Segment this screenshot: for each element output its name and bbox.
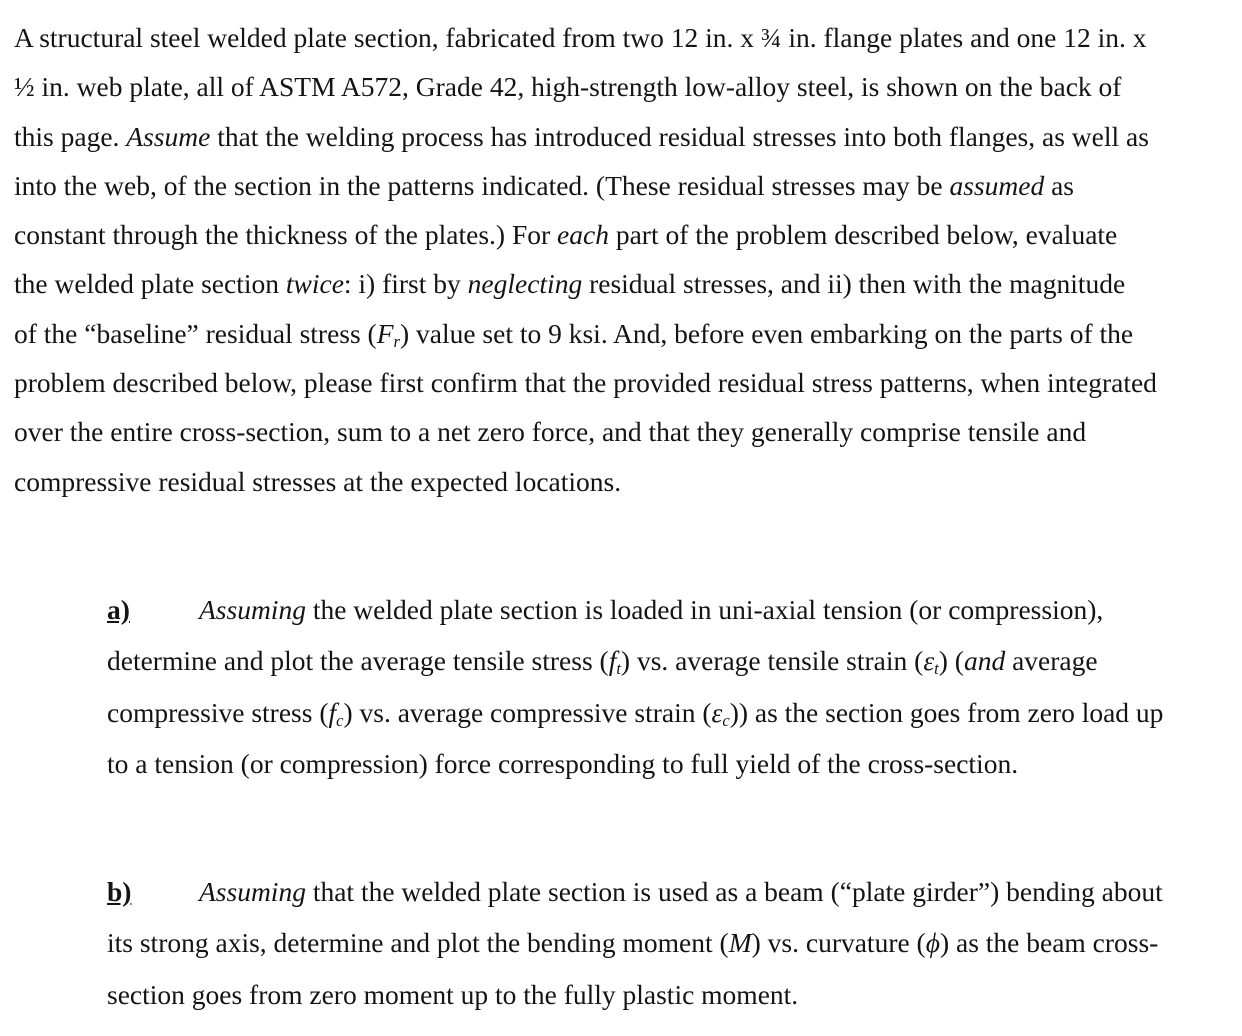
symbol-ft: $f_t$: [608, 645, 621, 679]
part-a-line-1: a) Assuming the welded plate section is loaded in uni-axial tension (or compression),: [107, 584, 1217, 635]
intro-line-6: the welded plate section twice: i) first by neglecting residual stresses, and ii) then with the magnitude: [14, 268, 1126, 300]
intro-line-7: of the “baseline” residual stress $(F_r)$ value set to 9 ksi. And, before even embarking on the parts of the: [14, 317, 1134, 351]
symbol-epsilon-t: $\varepsilon_t$: [923, 645, 939, 679]
emphasis-assume: Assume: [126, 120, 211, 152]
intro-line-5: constant through the thickness of the plates.) For each part of the problem described below, evaluate: [14, 219, 1118, 251]
part-a-label: a): [107, 594, 130, 625]
symbol-fc: $f_c$: [328, 696, 344, 730]
intro-line-8: problem described below, please first confirm that the provided residual stress patterns, when integrated: [14, 367, 1157, 399]
intro-line-1: A structural steel welded plate section, fabricated from two 12 in. x ¾ in. flange plates and one 12 in. x: [14, 22, 1147, 53]
emphasis-neglecting: neglecting: [467, 268, 583, 300]
part-b-line-1: b) Assuming that the welded plate section is used as a beam (“plate girder”) bending about: [107, 866, 1217, 917]
part-b-line-3: section goes from zero moment up to the fully plastic moment.: [107, 978, 799, 1010]
symbol-fr: $F_r$: [376, 317, 400, 351]
symbol-epsilon-c: $\varepsilon_c$: [711, 696, 730, 730]
emphasis-each: each: [557, 219, 609, 251]
intro-paragraph: [14, 13, 1229, 506]
emphasis-twice: twice: [285, 268, 344, 300]
part-a-line-4: to a tension (or compression) force corresponding to full yield of the cross-section.: [107, 747, 1019, 779]
intro-line-3: this page. Assume that the welding process has introduced residual stresses into both flanges, as well as: [14, 120, 1149, 152]
part-b-label: b): [107, 876, 132, 907]
symbol-phi: ϕ: [925, 927, 940, 959]
part-a-paragraph: [107, 584, 1217, 789]
part-a-line-3: compressive stress $(f_c)$ vs. average compressive strain $(\varepsilon_c)$) as the section goes from zero load up: [107, 696, 1164, 730]
intro-line-10: compressive residual stresses at the expected locations.: [14, 465, 622, 497]
part-b-paragraph: [107, 866, 1217, 1020]
intro-line-9: over the entire cross-section, sum to a net zero force, and that they generally comprise tensile and: [14, 416, 1087, 448]
emphasis-assumed: assumed: [949, 169, 1045, 201]
part-a-line-2: determine and plot the average tensile stress $(f_t)$ vs. average tensile strain $(\varepsilon_t)$ (and average: [107, 645, 1098, 679]
intro-line-2: ½ in. web plate, all of ASTM A572, Grade 42, high-strength low-alloy steel, is shown on the back of: [14, 71, 1122, 103]
part-b-line-2: its strong axis, determine and plot the bending moment (M) vs. curvature (ϕ) as the beam cross-: [107, 927, 1159, 959]
intro-line-4: into the web, of the section in the patterns indicated. (These residual stresses may be assumed as: [14, 169, 1075, 201]
symbol-m: M: [728, 927, 752, 959]
